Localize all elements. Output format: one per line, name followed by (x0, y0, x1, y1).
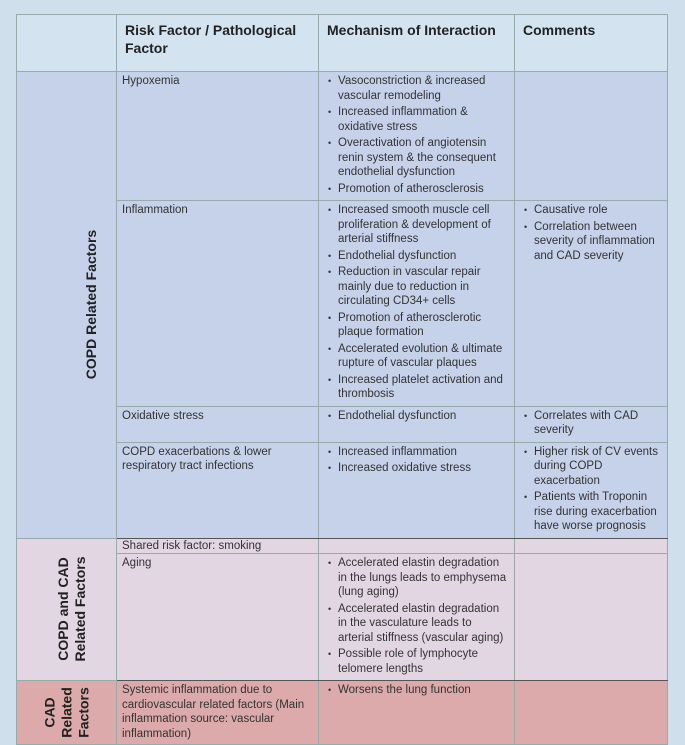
bullet-item: • Increased platelet activation and thrombosis (338, 373, 509, 402)
header-comments: Comments (515, 15, 668, 72)
factor-cell: Systemic inflammation due to cardiovascular related factors (Main inflammation source: vascular inflammation) (117, 681, 319, 745)
table-row (17, 538, 668, 554)
bullet-item: • Correlation between severity of inflammation and CAD severity (534, 220, 662, 264)
comment-cell (515, 406, 668, 442)
bullet-item: • Increased inflammation (338, 445, 509, 460)
mechanism-cell (319, 554, 515, 681)
bullet-item: • Worsens the lung function (338, 683, 509, 698)
bullet-item: • Accelerated evolution & ultimate rupture of vascular plaques (338, 342, 509, 371)
group-both (17, 538, 117, 681)
comment-cell (515, 538, 668, 554)
factor-cell: Oxidative stress (117, 406, 319, 442)
group-both-label: COPD and CAD Related Factors (55, 556, 88, 662)
factor-cell: Hypoxemia (117, 72, 319, 201)
bullet-list (324, 203, 509, 402)
group-copd (17, 72, 117, 539)
bullet-list (520, 409, 662, 438)
corner-cell (17, 15, 117, 72)
bullet-list (520, 445, 662, 534)
bullet-item: • Promotion of atherosclerotic plaque formation (338, 311, 509, 340)
group-cad-label: CAD Related Factors (41, 686, 91, 738)
risk-factor-table (16, 14, 668, 745)
bullet-item: • Accelerated elastin degradation in the lungs leads to emphysema (lung aging) (338, 556, 509, 600)
comment-cell (515, 554, 668, 681)
bullet-item: • Endothelial dysfunction (338, 249, 509, 264)
mechanism-cell (319, 201, 515, 407)
factor-cell: Inflammation (117, 201, 319, 407)
mechanism-cell (319, 538, 515, 554)
bullet-item: • Overactivation of angiotensin renin system & the consequent endothelial dysfunction (338, 136, 509, 180)
bullet-item: • Promotion of atherosclerosis (338, 182, 509, 197)
bullet-item: • Increased oxidative stress (338, 461, 509, 476)
bullet-item: • Endothelial dysfunction (338, 409, 509, 424)
factor-cell: Aging (117, 554, 319, 681)
factor-cell: Shared risk factor: smoking (117, 538, 319, 554)
table-row (17, 681, 668, 745)
bullet-list (324, 445, 509, 476)
bullet-item: • Possible role of lymphocyte telomere lengths (338, 647, 509, 676)
bullet-list (324, 409, 509, 424)
bullet-list (324, 683, 509, 698)
bullet-list (324, 556, 509, 676)
bullet-item: • Vasoconstriction & increased vascular remodeling (338, 74, 509, 103)
bullet-item: • Correlates with CAD severity (534, 409, 662, 438)
bullet-list (324, 74, 509, 196)
group-cad (17, 681, 117, 745)
bullet-item: • Increased inflammation & oxidative stress (338, 105, 509, 134)
factor-cell: COPD exacerbations & lower respiratory tract infections (117, 442, 319, 538)
mechanism-cell (319, 442, 515, 538)
comment-cell (515, 201, 668, 407)
bullet-item: • Increased smooth muscle cell proliferation & development of arterial stiffness (338, 203, 509, 247)
header-mechanism: Mechanism of Interaction (319, 15, 515, 72)
header-factor: Risk Factor / Pathological Factor (117, 15, 319, 72)
table-row (17, 72, 668, 201)
mechanism-cell (319, 681, 515, 745)
mechanism-cell (319, 72, 515, 201)
bullet-item: • Higher risk of CV events during COPD exacerbation (534, 445, 662, 489)
bullet-list (520, 203, 662, 263)
header-row (17, 15, 668, 72)
comment-cell (515, 72, 668, 201)
group-copd-label: COPD Related Factors (83, 229, 100, 380)
comment-cell (515, 442, 668, 538)
bullet-item: • Accelerated elastin degradation in the vasculature leads to arterial stiffness (vascular aging) (338, 602, 509, 646)
bullet-item: • Reduction in vascular repair mainly due to reduction in circulating CD34+ cells (338, 265, 509, 309)
bullet-item: • Patients with Troponin rise during exacerbation have worse prognosis (534, 490, 662, 534)
bullet-item: • Causative role (534, 203, 662, 218)
mechanism-cell (319, 406, 515, 442)
comment-cell (515, 681, 668, 745)
